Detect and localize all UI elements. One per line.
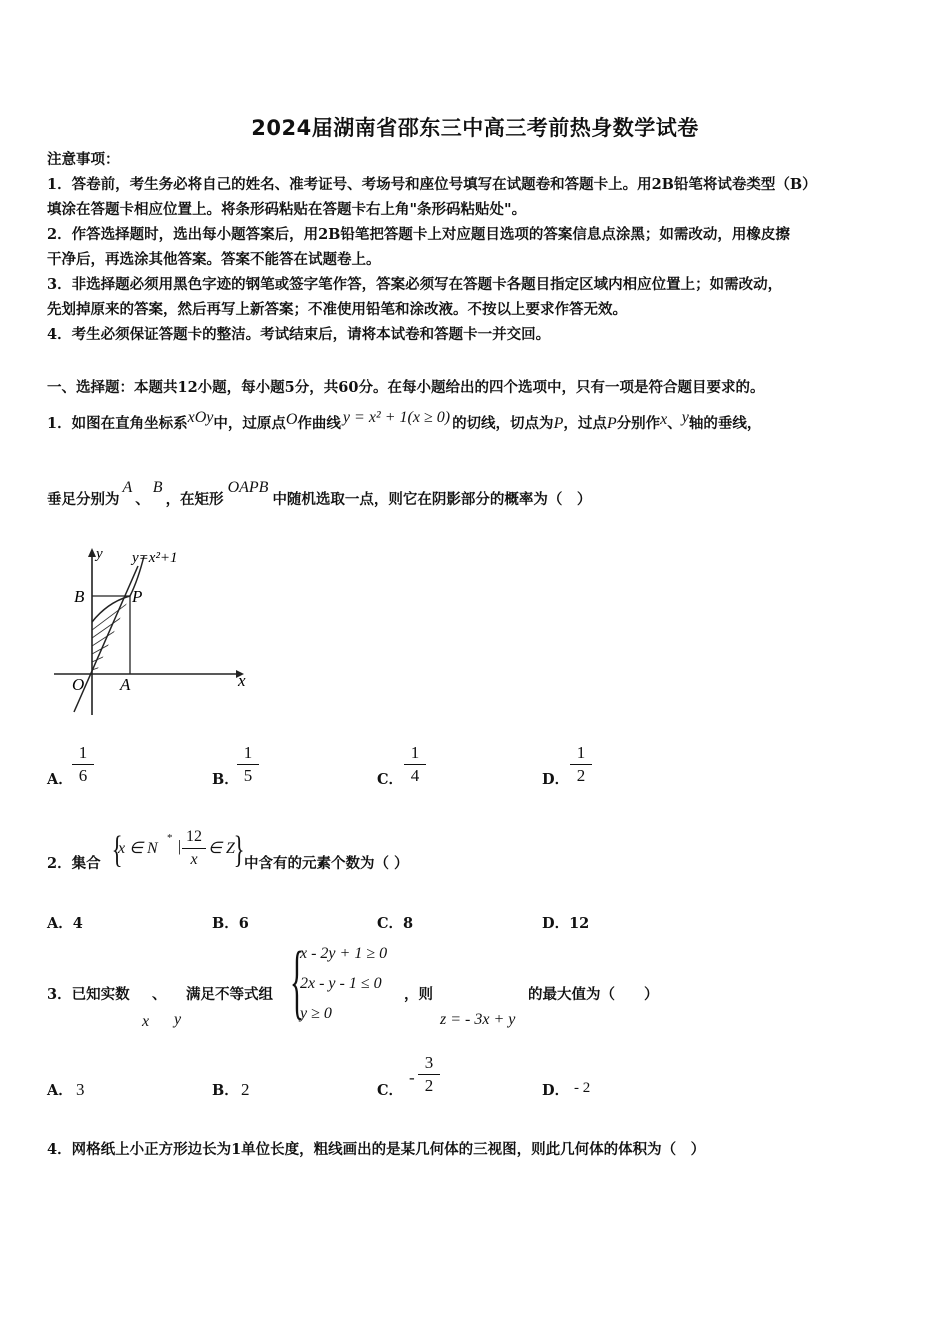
option-value: 6 xyxy=(238,915,249,932)
point-p-label: P xyxy=(132,587,143,606)
numerator: 1 xyxy=(570,742,592,765)
option-value: 2 xyxy=(241,1080,250,1099)
q2-option-d[interactable] xyxy=(542,912,589,933)
inequality-system xyxy=(290,935,402,1030)
inequality-row: 2x - y - 1 ≤ 0 xyxy=(300,975,382,992)
brace-right-icon: } xyxy=(233,829,245,871)
set-divider: | xyxy=(178,838,182,855)
math-inline: y = x² + 1(x ≥ 0) xyxy=(342,409,451,426)
q3-text: 满足不等式组 xyxy=(186,986,273,1003)
notice-line: 4．考生必须保证答题卡的整洁。考试结束后，请将本试卷和答题卡一并交回。 xyxy=(47,326,551,343)
notice-line: 2．作答选择题时，选出每小题答案后，用2B铅笔把答题卡上对应题目选项的答案信息点涂黑；如需改动，用橡皮擦 xyxy=(47,226,790,243)
denominator: x xyxy=(190,851,198,868)
option-value: 4 xyxy=(72,915,83,932)
objective-function: z = - 3x + y xyxy=(440,1011,516,1028)
q1-text: 垂足分别为 xyxy=(47,491,120,508)
q1-figure xyxy=(52,540,262,720)
q1-option-a[interactable]: A． xyxy=(47,771,73,788)
q2-option-c[interactable] xyxy=(377,912,413,933)
q3-option-d[interactable]: D． xyxy=(542,1082,570,1099)
var-y: y xyxy=(174,1011,182,1028)
hatch-line xyxy=(92,632,132,654)
q3-text: ，则 xyxy=(404,986,433,1003)
q3-option-a[interactable]: A． xyxy=(47,1082,73,1099)
q3-label: 3．已知实数 xyxy=(47,986,130,1003)
point-o-label: O xyxy=(72,675,85,694)
denominator: 2 xyxy=(576,766,586,785)
q3-separator: 、 xyxy=(152,986,167,1003)
fraction xyxy=(237,742,259,787)
notice-line: 干净后，再选涂其他答案。答案不能答在试题卷上。 xyxy=(47,251,381,268)
q1-text: 中随机选取一点，则它在阴影部分的概率为（ ） xyxy=(272,491,592,508)
q1-text: 作曲线 xyxy=(297,415,341,432)
option-value: 12 xyxy=(569,915,590,932)
notice-line: 3．非选择题必须用黑色字迹的钢笔或签字笔作答，答案必须写在答题卡各题目指定区域内相应位置上；如需改动， xyxy=(47,276,783,293)
q1-option-c[interactable]: C． xyxy=(377,771,404,788)
math-inline: P xyxy=(553,415,564,432)
var-x: x xyxy=(142,1013,150,1030)
q2-label: 2．集合 xyxy=(47,855,101,872)
q3-option-b[interactable]: B． xyxy=(212,1082,239,1099)
system-brace-icon: { xyxy=(290,935,305,1028)
notice-line: 填涂在答题卡相应位置上。将条形码粘贴在答题卡右上角"条形码粘贴处"。 xyxy=(47,201,527,218)
fraction xyxy=(404,742,426,787)
numerator: 12 xyxy=(182,826,206,849)
math-inline: B xyxy=(152,479,163,496)
option-value: 8 xyxy=(403,915,414,932)
math-inline: P xyxy=(606,415,617,432)
inequality-row: x - 2y + 1 ≥ 0 xyxy=(300,945,388,962)
superscript: * xyxy=(167,832,173,844)
option-letter: A． xyxy=(47,915,73,932)
option-letter: B． xyxy=(212,915,239,932)
q1-text: 中，过原点 xyxy=(213,415,286,432)
denominator: 2 xyxy=(424,1076,434,1095)
q1-line1 xyxy=(47,409,762,433)
notice-line: 1．答卷前，考生务必将自己的姓名、准考证号、考场号和座位号填写在试题卷和答题卡上。用2B铅笔将试卷类型（B） xyxy=(47,176,817,193)
point-b-label: B xyxy=(74,587,85,606)
y-axis-label: y xyxy=(96,546,103,562)
denominator: 5 xyxy=(243,766,253,785)
q2-text: 中含有的元素个数为（ ） xyxy=(244,855,409,872)
numerator: 1 xyxy=(72,742,94,765)
q1-text: 的切线，切点为 xyxy=(452,415,554,432)
curve-label: y=x²+1 xyxy=(132,550,178,566)
math-inline: y xyxy=(681,409,689,426)
fraction xyxy=(182,826,206,871)
x-axis-label: x xyxy=(238,671,246,690)
section-heading: 一、选择题：本题共12小题，每小题5分，共60分。在每小题给出的四个选项中，只有一项是符合题目要求的。 xyxy=(47,379,765,396)
point-a-label: A xyxy=(120,675,131,694)
fraction xyxy=(570,742,592,787)
inequality-row: y ≥ 0 xyxy=(300,1005,332,1022)
hatch-line xyxy=(92,644,132,662)
q1-option-b[interactable]: B． xyxy=(212,771,239,788)
denominator: 4 xyxy=(410,766,420,785)
page-title: 2024届湖南省邵东三中高三考前热身数学试卷 xyxy=(251,116,699,140)
math-inline: x xyxy=(660,411,668,428)
minus-sign: - xyxy=(409,1068,415,1087)
q1-line2 xyxy=(47,479,592,509)
q3-option-c[interactable]: C． xyxy=(377,1082,404,1099)
q4-text: 4．网格纸上小正方形边长为1单位长度，粗线画出的是某几何体的三视图，则此几何体的体积为（ ） xyxy=(47,1141,706,1158)
q2-option-b[interactable] xyxy=(212,912,249,933)
q1-text: 分别作 xyxy=(616,415,661,432)
fraction xyxy=(418,1052,440,1097)
q1-text: ，在矩形 xyxy=(165,491,224,508)
option-value: 3 xyxy=(76,1080,85,1099)
option-letter: D． xyxy=(542,915,570,932)
option-letter: C． xyxy=(377,915,404,932)
q1-text: 、 xyxy=(135,491,150,508)
q1-text: ，过点 xyxy=(563,415,607,432)
y-axis-arrow-icon xyxy=(88,548,96,557)
q2-option-a[interactable] xyxy=(47,912,83,933)
numerator: 1 xyxy=(237,742,259,765)
math-inline: xOy xyxy=(187,409,214,426)
option-value: - 2 xyxy=(574,1080,591,1096)
math-inline: A xyxy=(122,479,133,496)
notice-heading: 注意事项： xyxy=(47,151,120,168)
set-element: x ∈ N xyxy=(118,840,158,857)
q1-text: 1．如图在直角坐标系 xyxy=(47,415,188,432)
notice-block xyxy=(47,148,817,347)
q3-text: 的最大值为（ ） xyxy=(528,986,659,1003)
notice-line: 先划掉原来的答案，然后再写上新答案；不准使用铅笔和涂改液。不按以上要求作答无效。 xyxy=(47,301,627,318)
math-inline: O xyxy=(285,411,298,428)
q1-option-d[interactable]: D． xyxy=(542,771,570,788)
denominator: 6 xyxy=(78,766,88,785)
math-inline: OAPB xyxy=(227,479,269,496)
q1-text: 轴的垂线， xyxy=(688,415,762,432)
q1-text: 、 xyxy=(667,415,682,432)
fraction xyxy=(72,742,94,787)
set-condition: ∈ Z xyxy=(208,840,235,857)
numerator: 3 xyxy=(418,1052,440,1075)
numerator: 1 xyxy=(404,742,426,765)
brace-left-icon: { xyxy=(111,829,123,871)
set-expression xyxy=(108,826,245,874)
